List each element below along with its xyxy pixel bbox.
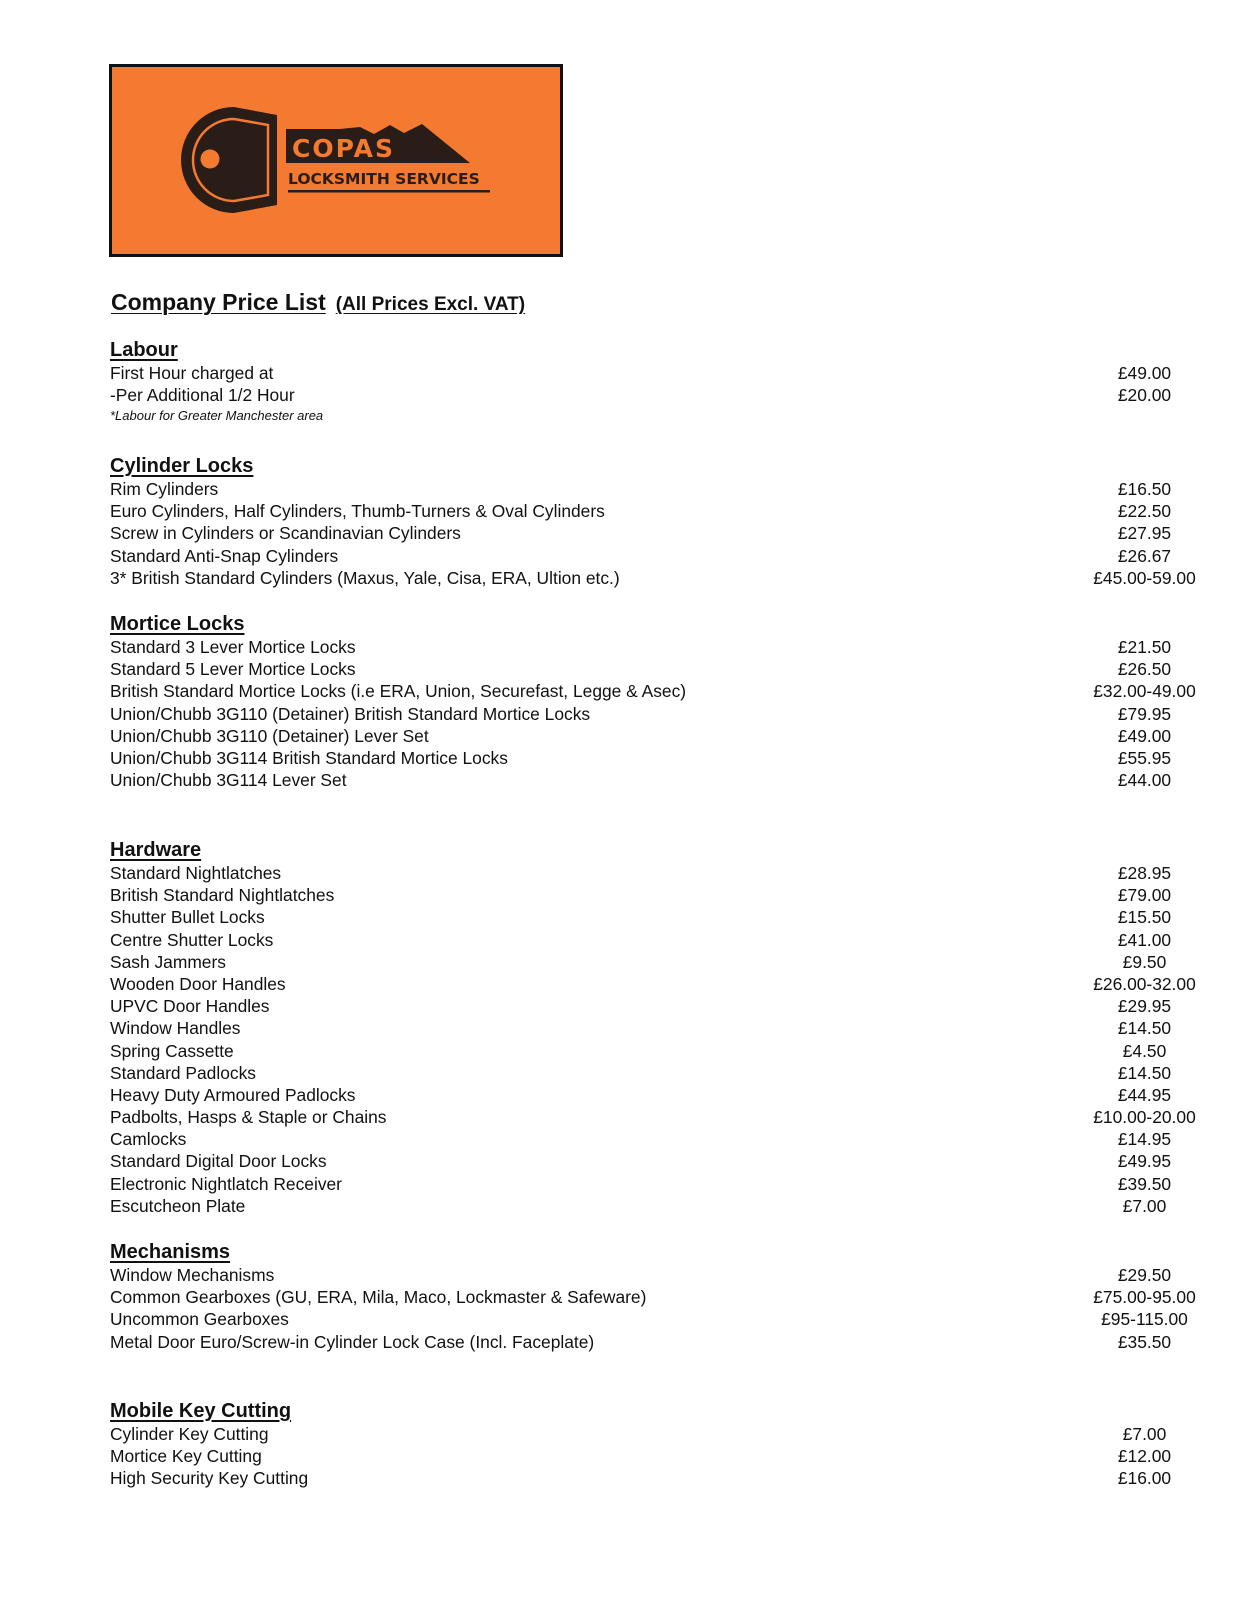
section-mechanisms [110,1240,1196,1353]
price-row [110,1062,1172,1084]
item-price: £20.00 [1117,385,1172,406]
section-mortice-locks [110,612,1196,791]
item-price: £16.50 [1117,479,1172,499]
item-price: £29.95 [1117,996,1172,1017]
item-price: £22.50 [1117,501,1172,522]
item-price: £39.50 [1117,1173,1172,1194]
price-row [110,567,1196,589]
price-row [110,1084,1172,1106]
item-name: Standard 5 Lever Mortice Locks [110,659,356,680]
item-name: Shutter Bullet Locks [110,907,265,928]
price-row [110,1017,1172,1039]
item-name: Union/Chubb 3G110 (Detainer) Lever Set [110,725,429,746]
price-row [110,703,1172,725]
price-row [110,1423,1167,1445]
item-name: First Hour charged at [110,363,274,383]
item-name: Electronic Nightlatch Receiver [110,1173,342,1194]
price-row [110,747,1172,769]
item-price: £79.95 [1117,703,1172,724]
price-row [110,1467,1172,1489]
price-row [110,500,1172,522]
page-title-main: Company Price List [111,289,326,315]
item-name: Sash Jammers [110,951,226,972]
item-name: Standard Padlocks [110,1062,256,1083]
item-price: £45.00-59.00 [1093,567,1196,588]
price-row [110,545,1172,567]
item-price: £49.00 [1117,725,1172,746]
page-title-vat-note: (All Prices Excl. VAT) [335,294,526,315]
section-cylinder-locks [110,454,1196,589]
item-price: £32.00-49.00 [1093,681,1196,702]
price-row [110,478,1172,500]
section-heading: Hardware [110,839,202,861]
price-row [110,725,1172,747]
item-price: £14.50 [1117,1018,1172,1039]
section-heading: Mortice Locks [110,613,245,635]
item-price: £35.50 [1117,1331,1172,1352]
item-name: Wooden Door Handles [110,973,286,994]
price-row [110,658,1172,680]
item-price: £95-115.00 [1101,1309,1188,1330]
price-row [110,522,1172,544]
section-heading: Cylinder Locks [110,455,254,477]
section-labour [110,338,1172,426]
item-name: Standard Nightlatches [110,863,282,883]
item-price: £27.95 [1117,523,1172,544]
item-name: Common Gearboxes (GU, ERA, Mila, Maco, Lockmaster & Safeware) [110,1287,647,1308]
item-name: Window Mechanisms [110,1265,275,1285]
price-row [110,1445,1172,1467]
price-row [110,1195,1167,1217]
section-heading: Mechanisms [110,1241,231,1263]
price-row [110,906,1172,928]
price-row [110,862,1172,884]
item-price: £21.50 [1117,637,1172,657]
price-row [110,769,1172,791]
price-row [110,1286,1196,1308]
item-name: Union/Chubb 3G114 British Standard Mortice Locks [110,747,508,768]
item-name: Spring Cassette [110,1040,234,1061]
item-price: £16.00 [1117,1468,1172,1489]
price-row [110,680,1196,702]
section-hardware [110,838,1196,1217]
price-row [110,1331,1172,1353]
section-heading: Mobile Key Cutting [110,1400,292,1422]
item-name: Union/Chubb 3G110 (Detainer) British Standard Mortice Locks [110,703,591,724]
item-name: Window Handles [110,1018,241,1039]
item-price: £14.95 [1117,1129,1172,1150]
price-row [110,1040,1167,1062]
item-price: £26.67 [1117,545,1172,566]
item-name: 3* British Standard Cylinders (Maxus, Yale, Cisa, ERA, Ultion etc.) [110,567,620,588]
item-price: £12.00 [1117,1446,1172,1467]
price-row [110,384,1172,406]
price-row [110,1308,1188,1330]
price-row [110,1128,1172,1150]
item-name: High Security Key Cutting [110,1468,309,1489]
price-row [110,1264,1172,1286]
item-name: Metal Door Euro/Screw-in Cylinder Lock Case (Incl. Faceplate) [110,1331,595,1352]
item-name: Union/Chubb 3G114 Lever Set [110,770,347,791]
price-row [110,636,1172,658]
logo-underline [288,190,490,193]
item-price: £29.50 [1117,1265,1172,1285]
price-row [110,884,1172,906]
price-row [110,1173,1172,1195]
item-price: £44.00 [1117,770,1172,791]
item-name: Euro Cylinders, Half Cylinders, Thumb-Turners & Oval Cylinders [110,501,605,522]
item-name: British Standard Mortice Locks (i.e ERA, Union, Securefast, Legge & Asec) [110,681,687,702]
item-price: £7.00 [1122,1195,1167,1216]
page-title [111,289,525,316]
item-price: £26.50 [1117,659,1172,680]
item-name: Standard Digital Door Locks [110,1151,327,1172]
item-price: £44.95 [1117,1084,1172,1105]
logo-brand-tagline: LOCKSMITH SERVICES [288,170,480,188]
item-price: £55.95 [1117,747,1172,768]
company-logo [109,64,563,257]
item-name: Uncommon Gearboxes [110,1309,289,1330]
item-name: Heavy Duty Armoured Padlocks [110,1084,356,1105]
item-price: £28.95 [1117,863,1172,883]
item-price: £49.95 [1117,1151,1172,1172]
item-price: £9.50 [1122,951,1167,972]
price-row [110,362,1172,384]
item-price: £15.50 [1117,907,1172,928]
item-name: Padbolts, Hasps & Staple or Chains [110,1107,387,1128]
section-note: *Labour for Greater Manchester area [110,408,324,424]
item-name: British Standard Nightlatches [110,885,335,906]
item-name: Rim Cylinders [110,479,219,499]
item-name: Camlocks [110,1129,187,1150]
item-price: £41.00 [1117,929,1172,950]
price-row [110,995,1172,1017]
logo-brand-name: COPAS [292,134,395,163]
item-name: Screw in Cylinders or Scandinavian Cylinders [110,523,461,544]
item-name: Standard 3 Lever Mortice Locks [110,637,356,657]
price-row [110,1106,1196,1128]
item-price: £75.00-95.00 [1093,1287,1196,1308]
item-price: £49.00 [1117,363,1172,383]
price-row [110,973,1196,995]
price-row [110,929,1172,951]
item-name: -Per Additional 1/2 Hour [110,385,295,406]
item-name: Escutcheon Plate [110,1195,246,1216]
item-price: £79.00 [1117,885,1172,906]
item-name: Centre Shutter Locks [110,929,274,950]
item-price: £7.00 [1122,1424,1167,1444]
item-price: £14.50 [1117,1062,1172,1083]
item-name: Standard Anti-Snap Cylinders [110,545,339,566]
item-name: Cylinder Key Cutting [110,1424,269,1444]
section-mobile-key-cutting [110,1399,1172,1490]
section-heading: Labour [110,339,178,361]
item-name: UPVC Door Handles [110,996,270,1017]
price-row [110,1150,1172,1172]
item-name: Mortice Key Cutting [110,1446,262,1467]
price-row [110,951,1167,973]
item-price: £26.00-32.00 [1093,973,1196,994]
item-price: £4.50 [1122,1040,1167,1061]
item-price: £10.00-20.00 [1093,1107,1196,1128]
